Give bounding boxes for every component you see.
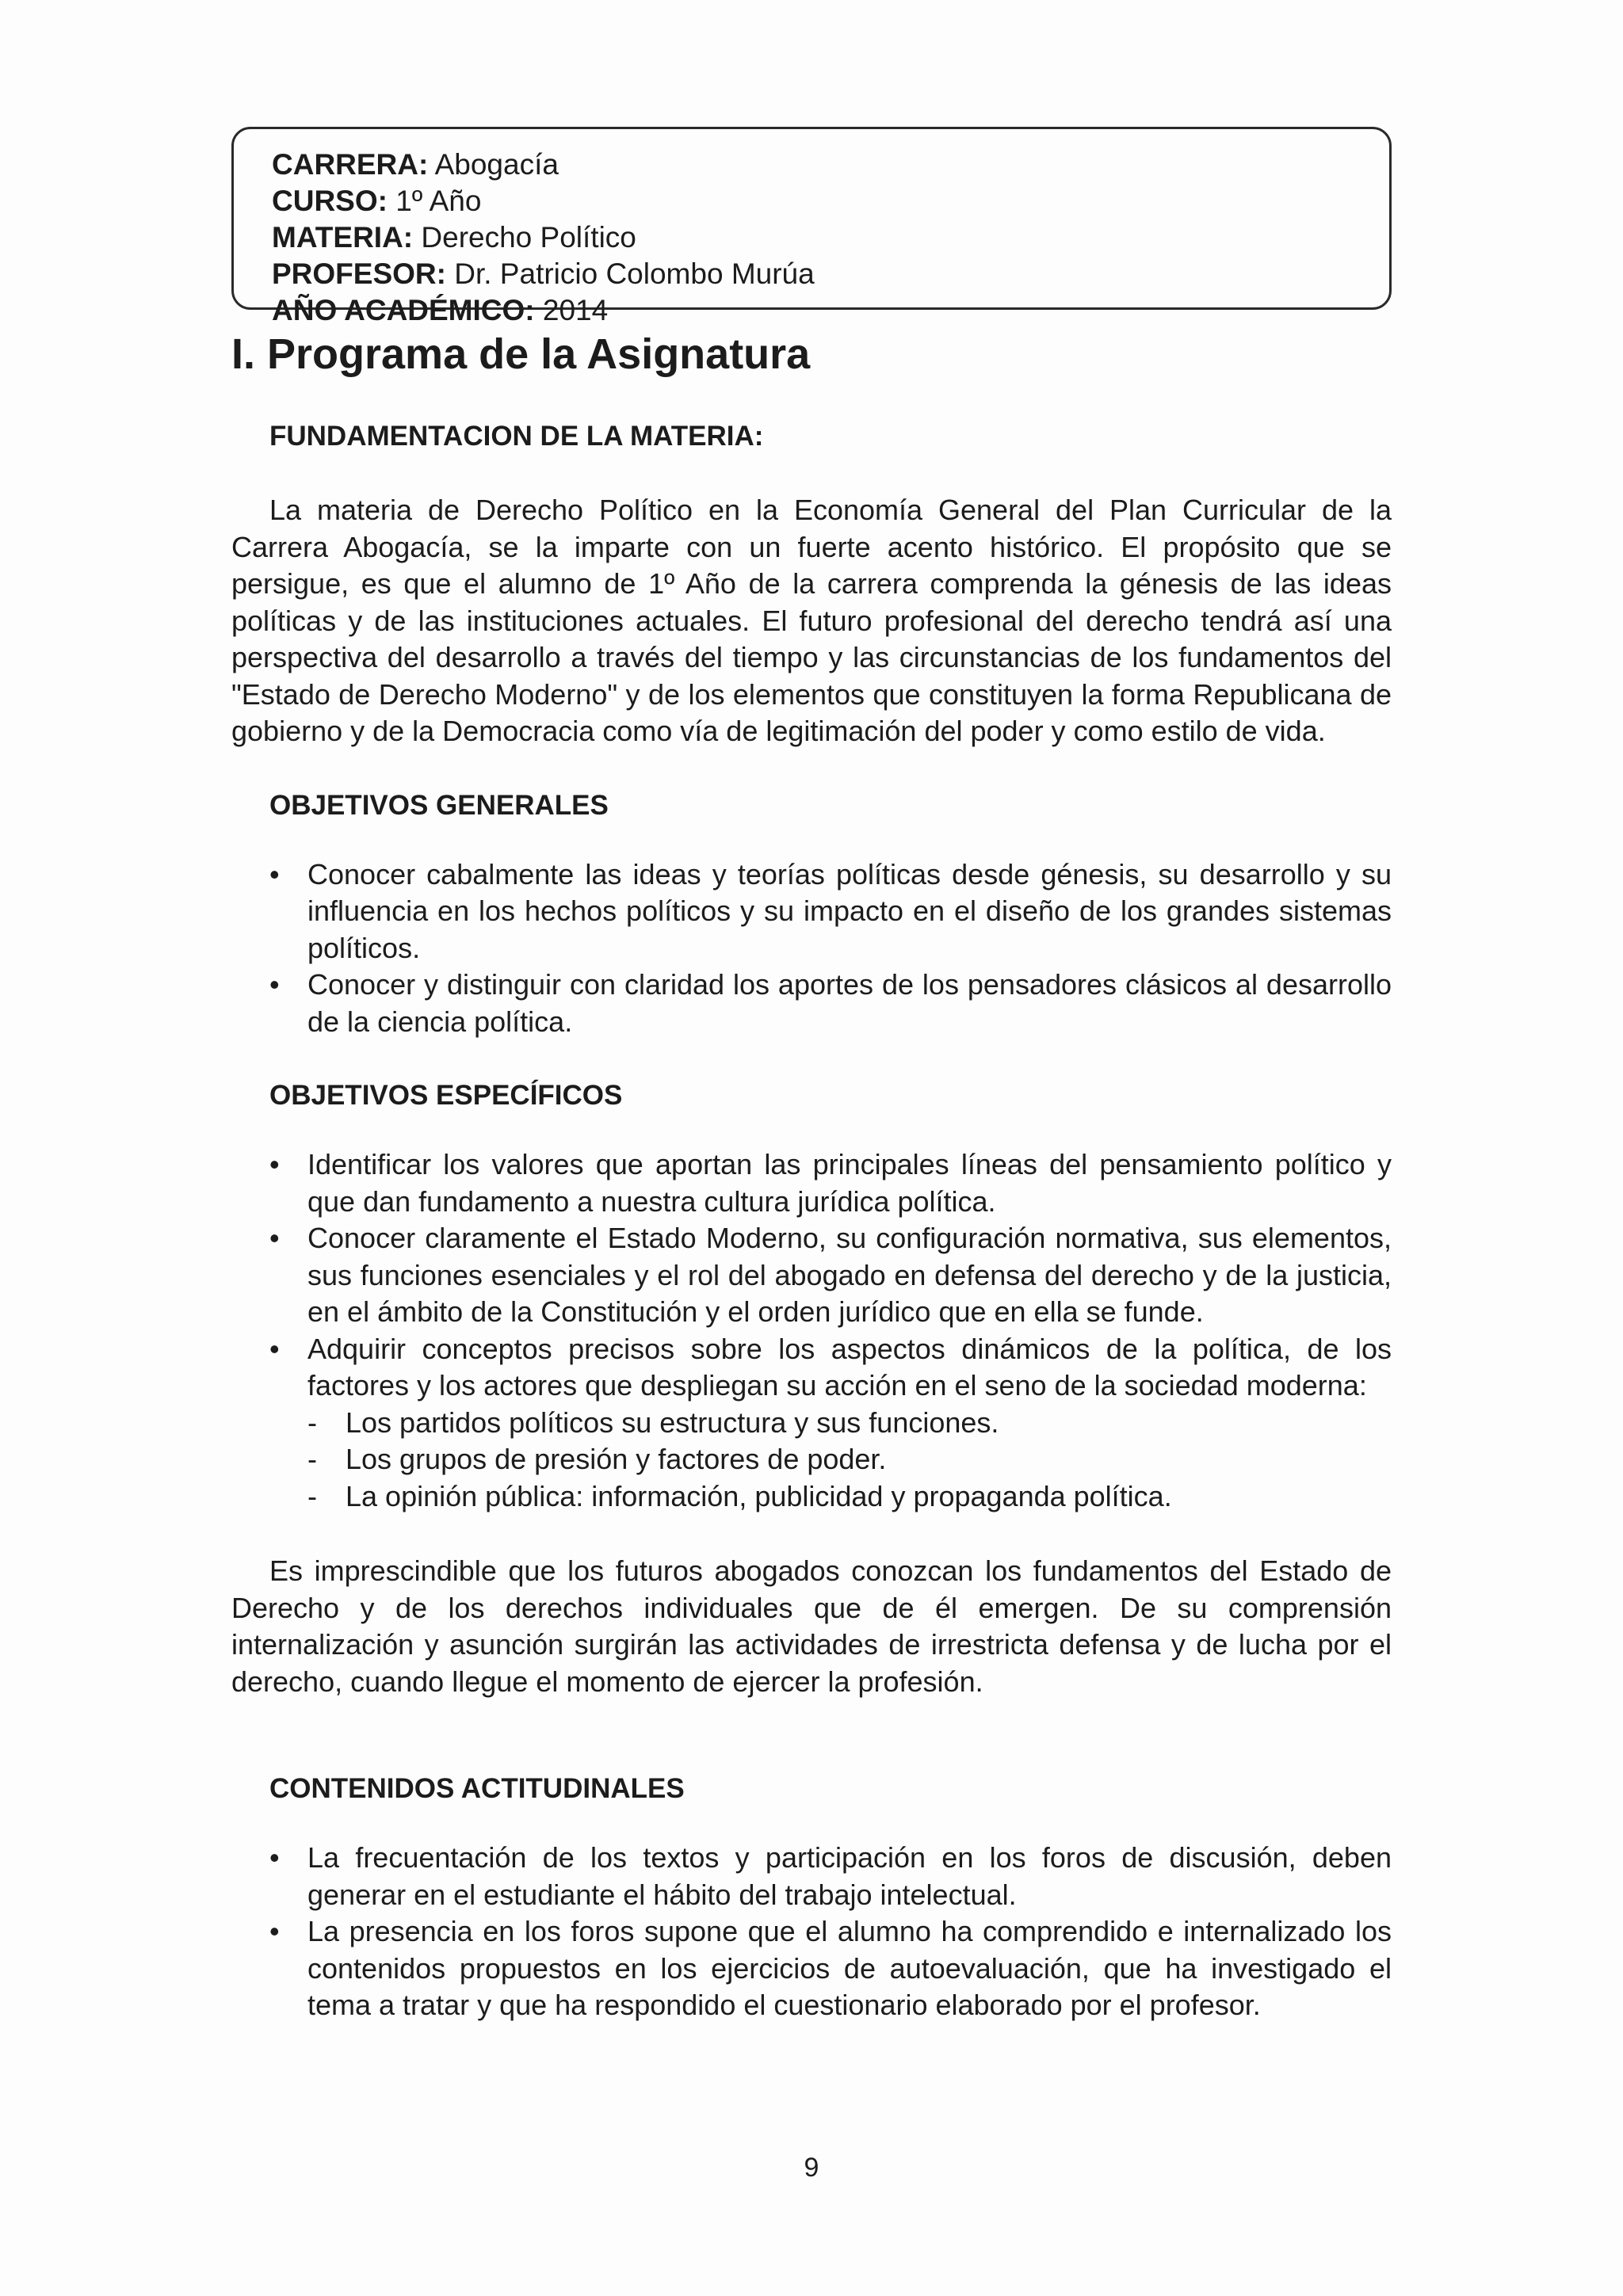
objetivos-especificos-list	[231, 1146, 1392, 1515]
dash-icon: -	[307, 1443, 317, 1475]
objetivos-generales-list	[231, 856, 1392, 1041]
bullet-icon: •	[269, 1148, 280, 1180]
sub-list-item-text: Los grupos de presión y factores de poder.	[346, 1443, 887, 1475]
list-item	[269, 1913, 1392, 2024]
list-item	[269, 1840, 1392, 1913]
conclusion-paragraph: Es imprescindible que los futuros abogados conozcan los fundamentos del Estado de Derecho y de los derechos individuales que de él emergen. De su comprensión internalización y asunción surgirán las actividades de irrestricta defensa y de lucha por el derecho, cuando llegue el momento de ejercer la profesión.	[231, 1554, 1392, 1698]
list-item-text: Adquirir conceptos precisos sobre los aspectos dinámicos de la política, de los factores y los actores que despliegan su acción en el seno de la sociedad moderna:	[307, 1332, 1392, 1402]
info-value: 1º Año	[395, 185, 482, 217]
sub-list-item	[307, 1478, 1392, 1516]
list-item-text: Identificar los valores que aportan las principales líneas del pensamiento político y que dan fundamento a nuestra cultura jurídica política.	[307, 1148, 1392, 1218]
info-line-materia	[272, 219, 1351, 256]
list-item-text: La presencia en los foros supone que el alumno ha comprendido e internalizado los contenidos propuestos en los ejercicios de autoevaluación, que ha investigado el tema a tratar y que ha respondido el cuestionario elaborado por el profesor.	[307, 1915, 1392, 2021]
list-item	[269, 1331, 1392, 1516]
section-heading-objetivos-generales: OBJETIVOS GENERALES	[269, 789, 609, 821]
info-line-carrera	[272, 147, 1351, 183]
info-key: CURSO:	[272, 185, 388, 217]
document-page	[231, 127, 1392, 2024]
sub-list-item	[307, 1405, 1392, 1442]
bullet-icon: •	[269, 857, 280, 891]
bullet-icon: •	[269, 1332, 280, 1365]
dash-icon: -	[307, 1479, 317, 1512]
page-number: 9	[804, 2153, 819, 2183]
page-title: I. Programa de la Asignatura	[231, 330, 811, 378]
list-item-text: La frecuentación de los textos y participación en los foros de discusión, deben generar en el estudiante el hábito del trabajo intelectual.	[307, 1841, 1392, 1911]
info-line-profesor	[272, 256, 1351, 292]
info-key: AÑO ACADÉMICO:	[272, 294, 535, 326]
list-item	[269, 856, 1392, 967]
sub-list	[307, 1405, 1392, 1516]
info-line-curso	[272, 183, 1351, 219]
bullet-icon: •	[269, 1915, 280, 1947]
info-key: PROFESOR:	[272, 257, 446, 290]
contenidos-actitudinales-list	[231, 1840, 1392, 2024]
info-value: 2014	[542, 294, 609, 326]
list-item-text: Conocer claramente el Estado Moderno, su configuración normativa, sus elementos, sus funciones esenciales y el rol del abogado en defensa del derecho y de la justicia, en el ámbito de la Constitución y el orden jurídico que en ella se funde.	[307, 1222, 1392, 1328]
list-item-text: Conocer cabalmente las ideas y teorías políticas desde génesis, su desarrollo y su influencia en los hechos políticos y su impacto en el diseño de los grandes sistemas políticos.	[307, 857, 1392, 964]
section-heading-fundamentacion: FUNDAMENTACION DE LA MATERIA:	[269, 421, 764, 452]
sub-list-item	[307, 1441, 1392, 1478]
list-item-text: Conocer y distinguir con claridad los aportes de los pensadores clásicos al desarrollo de la ciencia política.	[307, 968, 1392, 1038]
course-info-box	[231, 127, 1392, 326]
info-value: Derecho Político	[421, 221, 636, 254]
bullet-icon: •	[269, 968, 280, 1001]
list-item	[269, 967, 1392, 1040]
section-heading-contenidos-actitudinales: CONTENIDOS ACTITUDINALES	[269, 1773, 685, 1804]
sub-list-item-text: Los partidos políticos su estructura y sus funciones.	[346, 1405, 999, 1439]
bullet-icon: •	[269, 1841, 280, 1874]
bullet-icon: •	[269, 1222, 280, 1254]
info-value: Dr. Patricio Colombo Murúa	[454, 257, 815, 290]
dash-icon: -	[307, 1405, 317, 1439]
sub-list-item-text: La opinión pública: información, publicidad y propaganda política.	[346, 1479, 1172, 1512]
info-value: Abogacía	[434, 148, 559, 181]
section-heading-objetivos-especificos: OBJETIVOS ESPECÍFICOS	[269, 1080, 623, 1111]
info-key: MATERIA:	[272, 221, 414, 254]
info-line-ano-academico	[272, 292, 1351, 329]
fundamentacion-paragraph: La materia de Derecho Político en la Economía General del Plan Curricular de la Carrera Abogacía, se la imparte con un fuerte acento histórico. El propósito que se persigue, es que el alumno de 1º Año de la carrera comprenda la génesis de las ideas políticas y de las instituciones actuales. El futuro profesional del derecho tendrá así una perspectiva del desarrollo a través del tiempo y las circunstancias de los fundamentos del "Estado de Derecho Moderno" y de los elementos que constituyen la forma Republicana de gobierno y de la Democracia como vía de legitimación del poder y como estilo de vida.	[231, 494, 1392, 747]
list-item	[269, 1220, 1392, 1331]
list-item	[269, 1146, 1392, 1220]
info-key: CARRERA:	[272, 148, 429, 181]
